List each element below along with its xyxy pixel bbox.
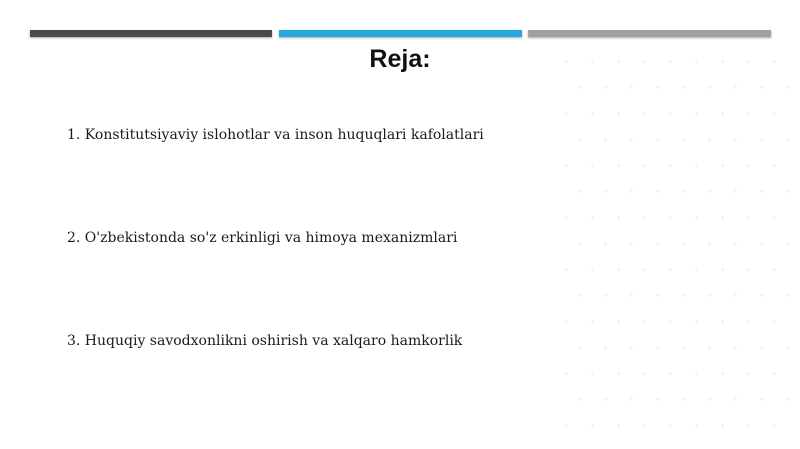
pattern-dot	[721, 268, 724, 271]
pattern-dot	[591, 268, 594, 271]
pattern-dot	[734, 242, 737, 245]
pattern-dot	[617, 216, 620, 219]
pattern-dot	[786, 398, 789, 401]
pattern-dot	[656, 86, 659, 89]
pattern-dot	[604, 398, 607, 401]
pattern-dot	[708, 86, 711, 89]
pattern-dot	[747, 268, 750, 271]
pattern-dot	[747, 424, 750, 427]
pattern-dot	[565, 268, 568, 271]
pattern-dot	[760, 294, 763, 297]
pattern-dot	[565, 216, 568, 219]
pattern-dot	[695, 216, 698, 219]
pattern-dot	[604, 138, 607, 141]
pattern-dot	[617, 424, 620, 427]
pattern-dot	[591, 320, 594, 323]
pattern-dot	[747, 112, 750, 115]
pattern-dot	[578, 294, 581, 297]
pattern-dot	[643, 112, 646, 115]
pattern-dot	[734, 398, 737, 401]
pattern-dot	[591, 424, 594, 427]
pattern-dot	[682, 346, 685, 349]
pattern-dot	[578, 398, 581, 401]
pattern-dot	[643, 424, 646, 427]
pattern-dot	[578, 346, 581, 349]
pattern-dot	[669, 216, 672, 219]
pattern-dot	[578, 86, 581, 89]
pattern-dot	[760, 242, 763, 245]
pattern-dot	[617, 268, 620, 271]
pattern-dot	[617, 164, 620, 167]
pattern-dot	[721, 112, 724, 115]
pattern-dot	[578, 190, 581, 193]
pattern-dot	[604, 86, 607, 89]
pattern-dot	[708, 190, 711, 193]
pattern-dot	[708, 138, 711, 141]
pattern-dot	[760, 346, 763, 349]
pattern-dot	[669, 372, 672, 375]
pattern-dot	[643, 320, 646, 323]
pattern-dot	[682, 294, 685, 297]
pattern-dot	[760, 86, 763, 89]
pattern-dot	[695, 320, 698, 323]
top-bar-gray	[528, 30, 771, 37]
pattern-dot	[656, 242, 659, 245]
pattern-dot	[656, 398, 659, 401]
pattern-dot	[578, 138, 581, 141]
pattern-dot	[734, 190, 737, 193]
pattern-dot	[721, 372, 724, 375]
pattern-dot	[695, 268, 698, 271]
pattern-dot	[695, 112, 698, 115]
pattern-dot	[669, 424, 672, 427]
pattern-dot	[617, 112, 620, 115]
pattern-dot	[773, 372, 776, 375]
pattern-dot	[721, 164, 724, 167]
pattern-dot	[708, 346, 711, 349]
pattern-dot	[773, 424, 776, 427]
pattern-dot	[734, 294, 737, 297]
pattern-dot	[578, 242, 581, 245]
pattern-dot	[591, 112, 594, 115]
pattern-dot	[786, 294, 789, 297]
pattern-dot	[682, 86, 685, 89]
pattern-dot	[760, 398, 763, 401]
slide-title: Reja:	[369, 45, 431, 73]
pattern-dot	[643, 164, 646, 167]
pattern-dot	[773, 268, 776, 271]
top-bar-dark	[30, 30, 272, 37]
pattern-dot	[708, 242, 711, 245]
pattern-dot	[682, 242, 685, 245]
pattern-dot	[630, 190, 633, 193]
pattern-dot	[786, 138, 789, 141]
pattern-dot	[591, 164, 594, 167]
pattern-dot	[734, 86, 737, 89]
pattern-dot	[786, 86, 789, 89]
pattern-dot	[630, 294, 633, 297]
pattern-dot	[604, 190, 607, 193]
pattern-dot	[734, 346, 737, 349]
pattern-dot	[565, 112, 568, 115]
pattern-dot	[786, 346, 789, 349]
pattern-dot	[617, 320, 620, 323]
pattern-dot	[708, 398, 711, 401]
pattern-dot	[604, 242, 607, 245]
pattern-dot	[565, 424, 568, 427]
pattern-dot	[565, 372, 568, 375]
pattern-dot	[656, 346, 659, 349]
pattern-dot	[617, 372, 620, 375]
pattern-dot	[721, 320, 724, 323]
pattern-dot	[747, 320, 750, 323]
pattern-dot	[682, 398, 685, 401]
pattern-dot	[734, 138, 737, 141]
pattern-dot	[604, 346, 607, 349]
pattern-dot	[786, 190, 789, 193]
pattern-dot	[695, 372, 698, 375]
pattern-dot	[669, 112, 672, 115]
pattern-dot	[773, 164, 776, 167]
pattern-dot	[591, 216, 594, 219]
pattern-dot	[747, 216, 750, 219]
pattern-dot	[630, 138, 633, 141]
pattern-dot	[695, 164, 698, 167]
pattern-dot	[773, 112, 776, 115]
pattern-dot	[565, 164, 568, 167]
pattern-dot	[669, 268, 672, 271]
agenda-item-2: 2. O'zbekistonda so'z erkinligi va himoya mexanizmlari	[67, 230, 458, 246]
pattern-dot	[604, 294, 607, 297]
pattern-dot	[591, 372, 594, 375]
pattern-dot	[643, 268, 646, 271]
pattern-dot	[656, 294, 659, 297]
pattern-dot	[656, 138, 659, 141]
agenda-item-3: 3. Huquqiy savodxonlikni oshirish va xalqaro hamkorlik	[67, 333, 463, 349]
pattern-dot	[708, 294, 711, 297]
pattern-dot	[656, 190, 659, 193]
decorative-dot-pattern	[565, 60, 800, 449]
pattern-dot	[695, 424, 698, 427]
pattern-dot	[643, 216, 646, 219]
pattern-dot	[747, 164, 750, 167]
pattern-dot	[630, 242, 633, 245]
pattern-dot	[682, 190, 685, 193]
pattern-dot	[760, 190, 763, 193]
pattern-dot	[630, 86, 633, 89]
pattern-dot	[760, 138, 763, 141]
pattern-dot	[747, 372, 750, 375]
pattern-dot	[669, 164, 672, 167]
pattern-dot	[786, 242, 789, 245]
top-bar-blue	[279, 30, 522, 37]
pattern-dot	[721, 216, 724, 219]
agenda-item-1: 1. Konstitutsiyaviy islohotlar va inson huquqlari kafolatlari	[67, 127, 484, 143]
pattern-dot	[630, 398, 633, 401]
pattern-dot	[630, 346, 633, 349]
pattern-dot	[669, 320, 672, 323]
pattern-dot	[773, 320, 776, 323]
pattern-dot	[682, 138, 685, 141]
pattern-dot	[565, 320, 568, 323]
pattern-dot	[643, 372, 646, 375]
pattern-dot	[773, 216, 776, 219]
pattern-dot	[721, 424, 724, 427]
